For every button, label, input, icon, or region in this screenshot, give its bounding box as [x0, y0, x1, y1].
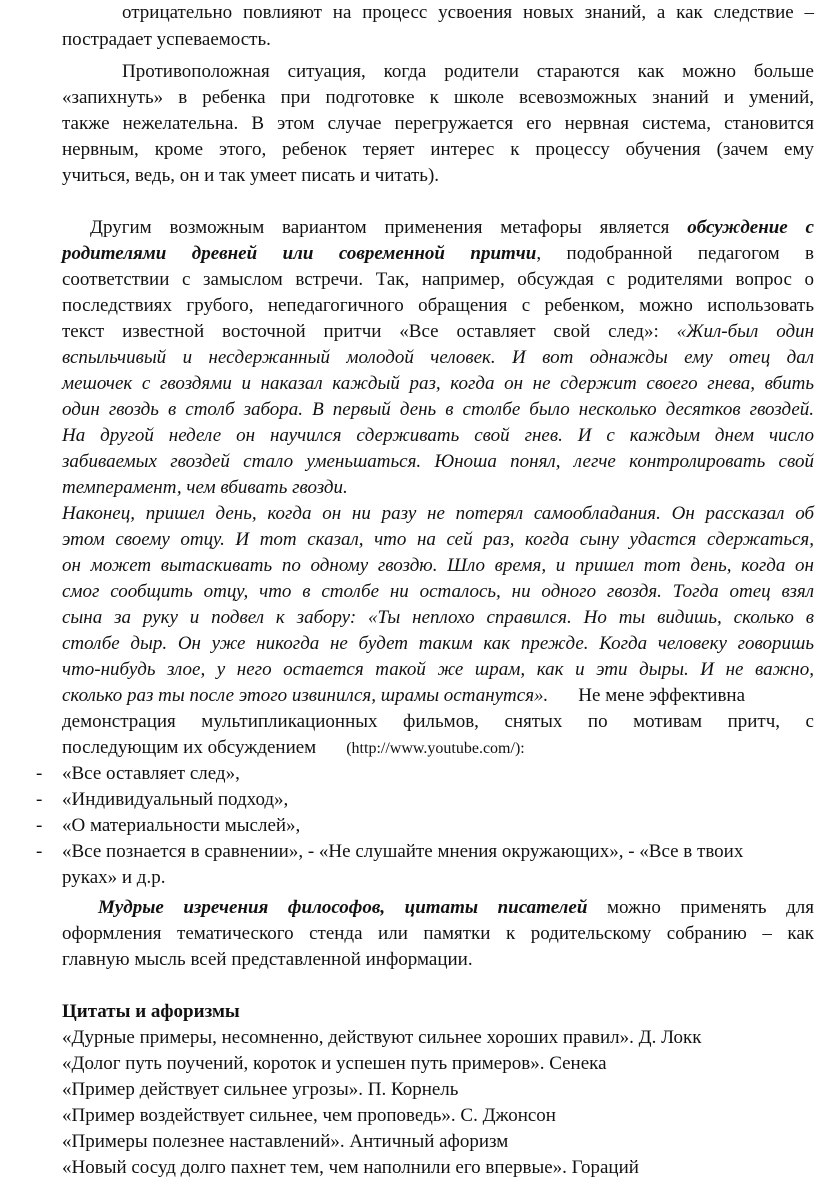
quote-line: «Пример воздействует сильнее, чем проповедь». С. Джонсон: [62, 1105, 556, 1126]
quote-line: «Долог путь поучений, короток и успешен путь примеров». Сенека: [62, 1053, 607, 1074]
list-item-text: «Индивидуальный подход»,: [62, 789, 289, 810]
quote-line: «Новый сосуд долго пахнет тем, чем наполнили его впервые». Гораций: [62, 1157, 639, 1178]
paragraph-4-line-6: столбе дыр. Он уже никогда не будет таким как прежде. Когда человеку говоришь: [62, 633, 814, 654]
list-dash: -: [36, 789, 43, 810]
p3-line-1-text: Другим возможным вариантом применения метафоры является: [90, 217, 670, 238]
paragraph-3-line-10: забиваемых гвоздей стало уменьшаться. Юноша понял, легче контролировать свой: [62, 451, 814, 472]
paragraph-2-line-5: учиться, ведь, он и так умеет писать и читать).: [62, 165, 440, 186]
paragraph-3-line-6: вспыльчивый и несдержанный молодой человек. И вот однажды ему отец дал: [62, 347, 814, 368]
p4-line-8-italic: сколько раз ты после этого извинился, шрамы останутся».: [62, 685, 549, 706]
p3-line-1-emphasis: обсуждение с: [687, 217, 814, 238]
paragraph-3-line-4: последствиях грубого, непедагогичного обращения с ребенком, можно использовать: [62, 295, 814, 316]
paragraph-5-line-1: [98, 895, 814, 921]
quotes-heading: Цитаты и афоризмы: [62, 1001, 240, 1022]
p4-line-10-text: последующим их обсуждением: [62, 737, 317, 758]
p3-line-2-text: , подобранной педагогом в: [536, 243, 815, 264]
p3-line-5-italic: «Жил-был один: [676, 321, 814, 342]
paragraph-4-line-3: он может вытаскивать по одному гвоздю. Шло время, и пришел тот день, когда он: [62, 555, 814, 576]
list-item: [36, 839, 814, 865]
paragraph-5-line-3: главную мысль всей представленной информации.: [62, 949, 473, 970]
list-dash: -: [36, 841, 43, 862]
p5-line-1-emphasis: Мудрые изречения философов, цитаты писателей: [98, 897, 588, 918]
paragraph-3-line-9: На другой неделе он научился сдерживать свой гнев. И с каждым днем число: [62, 425, 814, 446]
paragraph-3-line-11: темперамент, чем вбивать гвозди.: [62, 477, 348, 498]
list-continuation: руках» и д.р.: [62, 867, 166, 888]
list-item-text: «О материальности мыслей»,: [62, 815, 301, 836]
paragraph-3-line-2: [62, 241, 814, 267]
paragraph-3-line-3: соответствии с замыслом встречи. Так, например, обсуждая с родителями вопрос о: [62, 269, 814, 290]
p3-line-5-text: текст известной восточной притчи «Все оставляет свой след»:: [62, 321, 659, 342]
paragraph-3-line-5: [62, 319, 814, 345]
paragraph-5-line-2: оформления тематического стенда или памятки к родительскому собранию – как: [62, 923, 814, 944]
p3-line-2-emphasis: родителями древней или современной притчи: [62, 243, 537, 264]
paragraph-4-line-2: этом своему отцу. И тот сказал, что на сей раз, когда сыну удастся сдержаться,: [62, 529, 814, 550]
list-item: [36, 787, 814, 813]
paragraph-4-line-7: что-нибудь злое, у него остается такой же шрам, как и эти дыры. И не важно,: [62, 659, 814, 680]
p4-line-8-text: Не мене эффективна: [578, 685, 746, 706]
list-dash: -: [36, 763, 43, 784]
paragraph-3-line-8: один гвоздь в столб забора. В первый день в столбе было несколько десятков гвоздей.: [62, 399, 814, 420]
paragraph-3-line-7: мешочек с гвоздями и наказал каждый раз, когда он не сдержит своего гнева, вбить: [62, 373, 814, 394]
list-item: [36, 813, 814, 839]
paragraph-1-line-2: пострадает успеваемость.: [62, 29, 271, 50]
list-item: [36, 761, 814, 787]
paragraph-2-line-1: Противоположная ситуация, когда родители стараются как можно больше: [122, 61, 814, 82]
youtube-link[interactable]: (http://www.youtube.com/):: [346, 740, 525, 757]
list-dash: -: [36, 815, 43, 836]
paragraph-3-line-1: [90, 215, 814, 241]
paragraph-2-line-2: «запихнуть» в ребенка при подготовке к школе всевозможных знаний и умений,: [62, 87, 814, 108]
list-item-text: «Все оставляет след»,: [62, 763, 240, 784]
paragraph-2-line-3: также нежелательна. В этом случае перегружается его нервная система, становится: [62, 113, 814, 134]
paragraph-4-line-9: демонстрация мультипликационных фильмов, снятых по мотивам притч, с: [62, 711, 814, 732]
paragraph-4-line-8: [62, 683, 814, 709]
quote-line: «Примеры полезнее наставлений». Античный афоризм: [62, 1131, 509, 1152]
quote-line: «Пример действует сильнее угрозы». П. Корнель: [62, 1079, 459, 1100]
paragraph-2-line-4: нервным, кроме этого, ребенок теряет интерес к процессу обучения (зачем ему: [62, 139, 814, 160]
paragraph-4-line-1: Наконец, пришел день, когда он ни разу не потерял самообладания. Он рассказал об: [62, 503, 814, 524]
list-item-text: «Все познается в сравнении», - «Не слушайте мнения окружающих», - «Все в твоих: [62, 841, 744, 862]
paragraph-4-line-4: смог сообщить отцу, что в столбе ни осталось, ни одного гвоздя. Тогда отец взял: [62, 581, 814, 602]
quote-line: «Дурные примеры, несомненно, действуют сильнее хороших правил». Д. Локк: [62, 1027, 702, 1048]
p5-line-1-text: можно применять для: [606, 897, 814, 918]
paragraph-4-line-10: [62, 735, 814, 761]
paragraph-4-line-5: сына за руку и подвел к забору: «Ты неплохо справился. Но ты видишь, сколько в: [62, 607, 814, 628]
paragraph-1-line-1: отрицательно повлияют на процесс усвоения новых знаний, а как следствие –: [122, 2, 814, 23]
